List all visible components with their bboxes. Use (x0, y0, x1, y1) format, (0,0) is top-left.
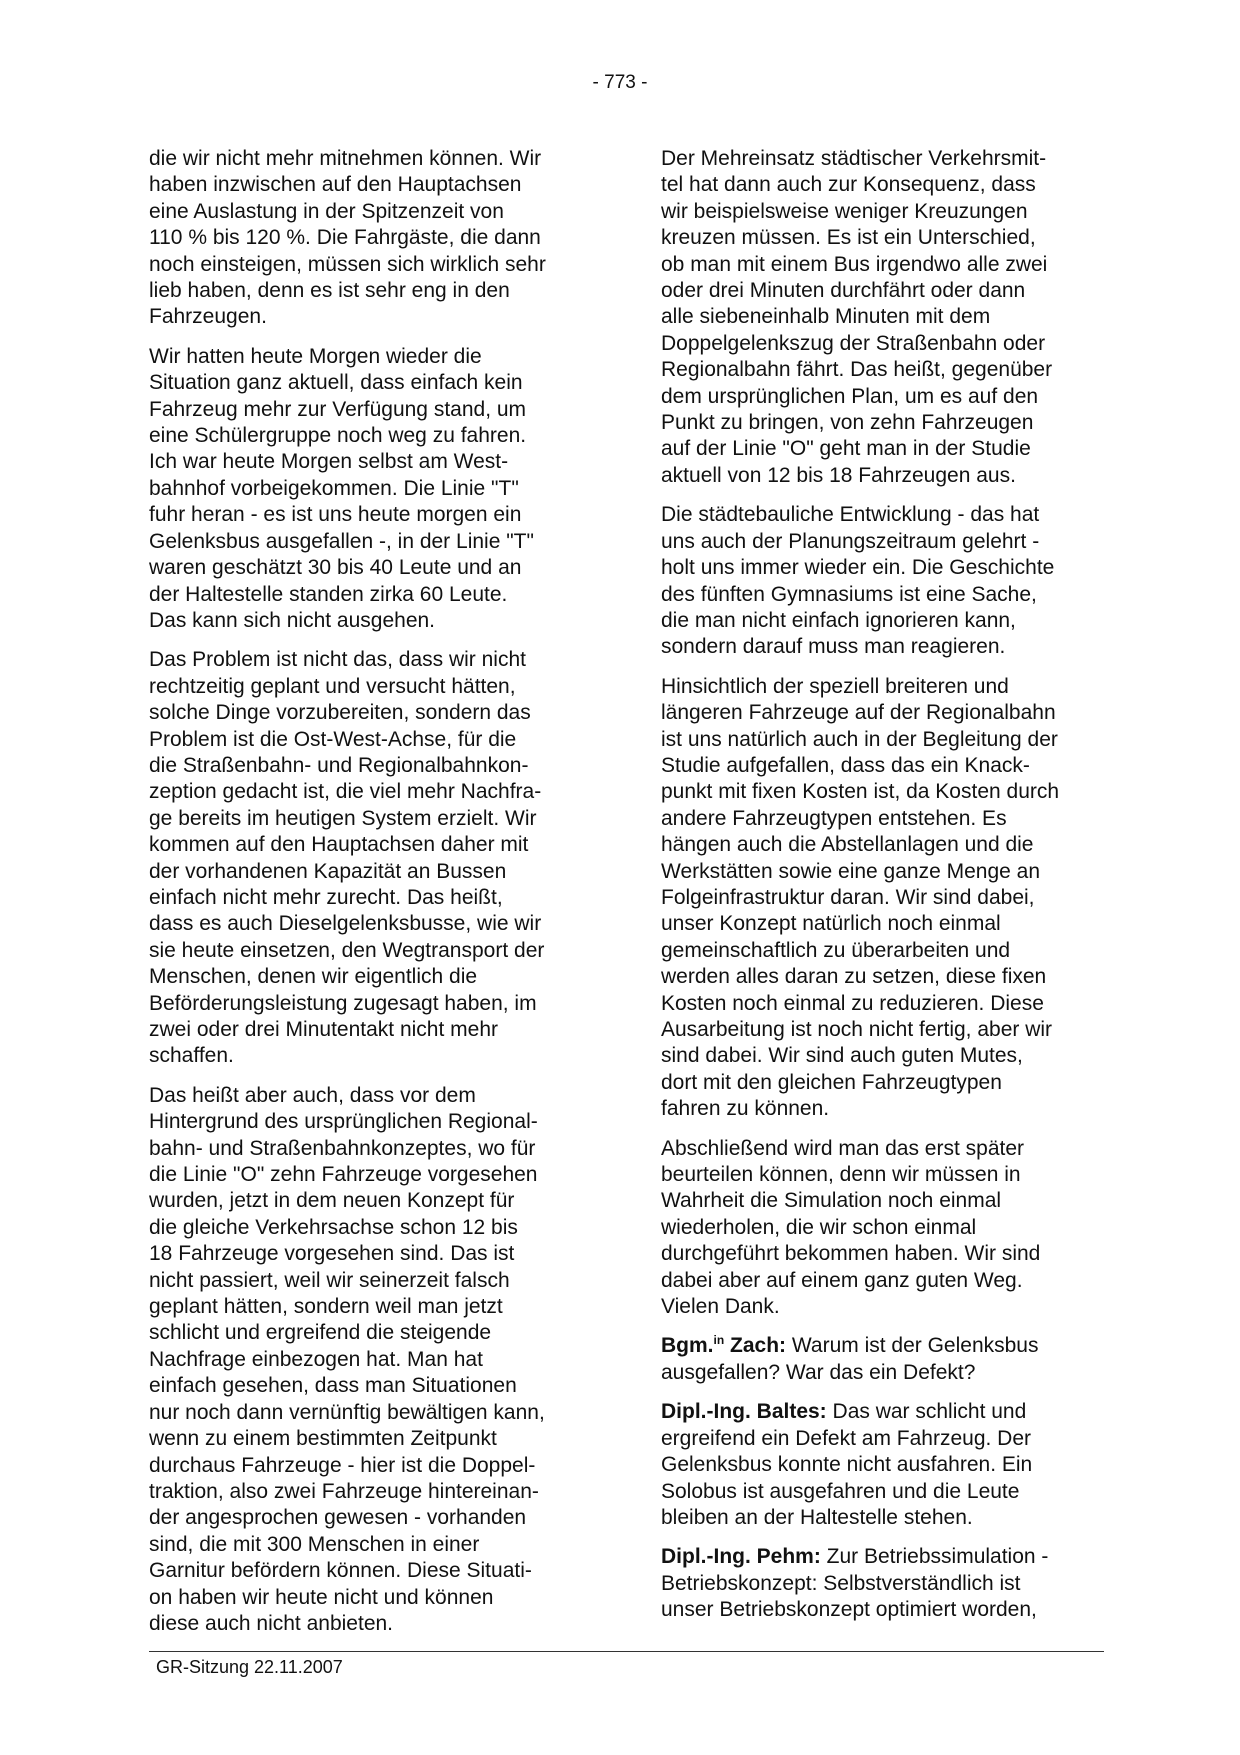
text-line: die man nicht einfach ignorieren kann, (661, 608, 1016, 632)
text-line: Der Mehreinsatz städtischer Verkehrsmit- (661, 147, 1047, 170)
text-line: Fahrzeug mehr zur Verfügung stand, um (149, 397, 527, 421)
text-line: hängen auch die Abstellanlagen und die (661, 833, 1034, 857)
speech-paragraph (661, 1544, 1106, 1623)
text-line: alle siebeneinhalb Minuten mit dem (661, 305, 991, 329)
text-line: ob man mit einem Bus irgendwo alle zwei (661, 252, 1048, 276)
text-line: Ausarbeitung ist noch nicht fertig, aber wir (661, 1018, 1053, 1041)
text-line: durchaus Fahrzeuge - hier ist die Doppel- (149, 1453, 536, 1477)
text-line: fahren zu können. (661, 1097, 830, 1121)
text-line: dort mit den gleichen Fahrzeugtypen (661, 1070, 1002, 1094)
text-line: ergreifend ein Defekt am Fahrzeug. Der (661, 1426, 1032, 1450)
text-line: die Straßenbahn- und Regionalbahnkon- (149, 753, 529, 777)
speaker-title-superscript: in (713, 1333, 725, 1348)
text-line: punkt mit fixen Kosten ist, da Kosten durch (661, 780, 1060, 804)
text-line: traktion, also zwei Fahrzeuge hintereinan- (149, 1479, 539, 1503)
text-line: wiederholen, die wir schon einmal (661, 1215, 977, 1239)
text-line: Wir hatten heute Morgen wieder die (149, 344, 482, 368)
text-line: die gleiche Verkehrsachse schon 12 bis (149, 1215, 518, 1239)
text-line: Solobus ist ausgefahren und die Leute (661, 1479, 1020, 1503)
text-line: Zur Betriebssimulation - (820, 1545, 1049, 1569)
text-line: ge bereits im heutigen System erzielt. Wir (149, 806, 537, 830)
text-line: einfach gesehen, dass man Situationen (149, 1374, 517, 1398)
text-line: waren geschätzt 30 bis 40 Leute und an (149, 556, 522, 580)
text-line: der angesprochen gewesen - vorhanden (149, 1506, 527, 1530)
text-line: lieb haben, denn es ist sehr eng in den (149, 279, 510, 303)
body-paragraph (661, 1136, 1106, 1321)
text-line: schaffen. (149, 1044, 234, 1068)
text-line: einfach nicht mehr zurecht. Das heißt, (149, 885, 503, 909)
text-line: oder drei Minuten durchfährt oder dann (661, 279, 1026, 303)
text-line: Punkt zu bringen, von zehn Fahrzeugen (661, 411, 1034, 435)
text-line: sind dabei. Wir sind auch guten Mutes, (661, 1044, 1023, 1068)
text-line: nicht passiert, weil wir seinerzeit falsch (149, 1268, 510, 1292)
text-line: Gelenksbus ausgefallen -, in der Linie "T" (149, 529, 534, 553)
text-line: Das heißt aber auch, dass vor dem (149, 1083, 476, 1107)
text-line: noch einsteigen, müssen sich wirklich sehr (149, 252, 546, 276)
left-column (149, 146, 594, 1650)
footer-divider (149, 1651, 1104, 1652)
text-line: wir beispielsweise weniger Kreuzungen (661, 199, 1028, 223)
text-line: diese auch nicht anbieten. (149, 1611, 394, 1635)
body-paragraph (661, 502, 1106, 660)
text-line: zeption gedacht ist, die viel mehr Nachfra- (149, 780, 542, 804)
text-line: der Haltestelle standen zirka 60 Leute. (149, 582, 508, 606)
text-line: der vorhandenen Kapazität an Bussen (149, 859, 507, 883)
speaker-name: Dipl.-Ing. Pehm: (661, 1545, 821, 1569)
text-line: zwei oder drei Minutentakt nicht mehr (149, 1018, 498, 1041)
text-line: tel hat dann auch zur Konsequenz, dass (661, 173, 1036, 197)
speech-paragraph (661, 1333, 1106, 1386)
text-line: wurden, jetzt in dem neuen Konzept für (149, 1189, 515, 1213)
text-line: Wahrheit die Simulation noch einmal (661, 1189, 1002, 1213)
text-line: Studie aufgefallen, dass das ein Knack- (661, 753, 1030, 777)
speech-paragraph (661, 1399, 1106, 1531)
text-line: sie heute einsetzen, den Wegtransport der (149, 938, 545, 962)
body-paragraph (661, 674, 1106, 1123)
text-line: Menschen, denen wir eigentlich die (149, 965, 478, 989)
text-line: bahn- und Straßenbahnkonzeptes, wo für (149, 1136, 536, 1160)
text-line: unser Konzept natürlich noch einmal (661, 912, 1001, 936)
text-line: Warum ist der Gelenksbus (786, 1334, 1039, 1358)
text-line: kommen auf den Hauptachsen daher mit (149, 833, 529, 857)
text-line: solche Dinge vorzubereiten, sondern das (149, 701, 531, 725)
text-line: aktuell von 12 bis 18 Fahrzeugen aus. (661, 463, 1016, 487)
text-line: on haben wir heute nicht und können (149, 1585, 494, 1609)
text-line: längeren Fahrzeuge auf der Regionalbahn (661, 701, 1056, 725)
text-line: Doppelgelenkszug der Straßenbahn oder (661, 331, 1046, 355)
right-column (661, 146, 1106, 1637)
text-line: Gelenksbus konnte nicht ausfahren. Ein (661, 1453, 1033, 1477)
text-line: Regionalbahn fährt. Das heißt, gegenüber (661, 358, 1053, 382)
text-line: Vielen Dank. (661, 1295, 780, 1319)
text-line: Ich war heute Morgen selbst am West- (149, 450, 509, 474)
text-line: bleiben an der Haltestelle stehen. (661, 1505, 973, 1529)
text-line: durchgeführt bekommen haben. Wir sind (661, 1242, 1041, 1266)
text-line: beurteilen können, denn wir müssen in (661, 1163, 1021, 1187)
speaker-name: Dipl.-Ing. Baltes: (661, 1400, 827, 1424)
text-line: fuhr heran - es ist uns heute morgen ein (149, 503, 522, 527)
text-line: bahnhof vorbeigekommen. Die Linie "T" (149, 476, 519, 500)
text-line: Werkstätten sowie eine ganze Menge an (661, 859, 1041, 883)
body-paragraph (149, 146, 594, 331)
text-line: unser Betriebskonzept optimiert worden, (661, 1598, 1037, 1622)
text-line: kreuzen müssen. Es ist ein Unterschied, (661, 226, 1036, 250)
text-line: Problem ist die Ost-West-Achse, für die (149, 727, 517, 751)
text-line: haben inzwischen auf den Hauptachsen (149, 173, 522, 197)
text-line: Die städtebauliche Entwicklung - das hat (661, 503, 1040, 527)
text-line: rechtzeitig geplant und versucht hätten, (149, 674, 516, 698)
text-line: Das Problem ist nicht das, dass wir nicht (149, 648, 526, 672)
text-line: die Linie "O" zehn Fahrzeuge vorgesehen (149, 1163, 538, 1187)
text-line: 110 % bis 120 %. Die Fahrgäste, die dann (149, 226, 541, 250)
speaker-name: Bgm.$^{in}$ Zach: (661, 1333, 787, 1358)
text-line: die wir nicht mehr mitnehmen können. Wir (149, 147, 542, 170)
text-line: eine Schülergruppe noch weg zu fahren. (149, 424, 527, 448)
text-line: Das kann sich nicht ausgehen. (149, 608, 436, 632)
text-line: ausgefallen? War das ein Defekt? (661, 1360, 976, 1384)
text-line: wenn zu einem bestimmten Zeitpunkt (149, 1427, 497, 1451)
text-line: Situation ganz aktuell, dass einfach kein (149, 371, 523, 395)
body-paragraph (661, 146, 1106, 489)
text-line: Garnitur befördern können. Diese Situati- (149, 1559, 532, 1583)
text-line: Betriebskonzept: Selbstverständlich ist (661, 1571, 1021, 1595)
text-line: sondern darauf muss man reagieren. (661, 635, 1006, 659)
text-line: werden alles daran zu setzen, diese fixen (661, 965, 1047, 989)
text-line: holt uns immer wieder ein. Die Geschichte (661, 556, 1055, 580)
text-line: Hintergrund des ursprünglichen Regional- (149, 1110, 538, 1134)
text-line: geplant hätten, sondern weil man jetzt (149, 1295, 503, 1319)
text-line: auf der Linie "O" geht man in der Studie (661, 437, 1031, 461)
body-paragraph (149, 344, 594, 634)
text-line: 18 Fahrzeuge vorgesehen sind. Das ist (149, 1242, 515, 1266)
text-line: eine Auslastung in der Spitzenzeit von (149, 199, 504, 223)
text-line: nur noch dann vernünftig bewältigen kann, (149, 1400, 545, 1424)
text-line: Hinsichtlich der speziell breiteren und (661, 674, 1009, 698)
text-line: dass es auch Dieselgelenksbusse, wie wir (149, 912, 542, 936)
text-line: Abschließend wird man das erst später (661, 1136, 1024, 1160)
text-line: uns auch der Planungszeitraum gelehrt - (661, 529, 1040, 553)
text-line: sind, die mit 300 Menschen in einer (149, 1532, 480, 1556)
text-line: ist uns natürlich auch in der Begleitung der (661, 727, 1058, 751)
text-line: des fünften Gymnasiums ist eine Sache, (661, 582, 1037, 606)
text-line: dem ursprünglichen Plan, um es auf den (661, 384, 1039, 408)
text-line: schlicht und ergreifend die steigende (149, 1321, 492, 1345)
text-line: Beförderungsleistung zugesagt haben, im (149, 991, 537, 1015)
body-paragraph (149, 647, 594, 1070)
text-line: dabei aber auf einem ganz guten Weg. (661, 1268, 1023, 1292)
text-line: Nachfrage einbezogen hat. Man hat (149, 1347, 483, 1371)
text-line: Fahrzeugen. (149, 305, 267, 329)
page-number: - 773 - (592, 72, 648, 93)
footer-session-date: GR-Sitzung 22.11.2007 (156, 1657, 343, 1677)
text-line: Kosten noch einmal zu reduzieren. Diese (661, 991, 1044, 1015)
text-line: Das war schlicht und (826, 1400, 1027, 1424)
text-line: gemeinschaftlich zu überarbeiten und (661, 938, 1011, 962)
body-paragraph (149, 1083, 594, 1638)
text-line: Folgeinfrastruktur daran. Wir sind dabei, (661, 885, 1035, 909)
text-line: andere Fahrzeugtypen entstehen. Es (661, 806, 1007, 830)
